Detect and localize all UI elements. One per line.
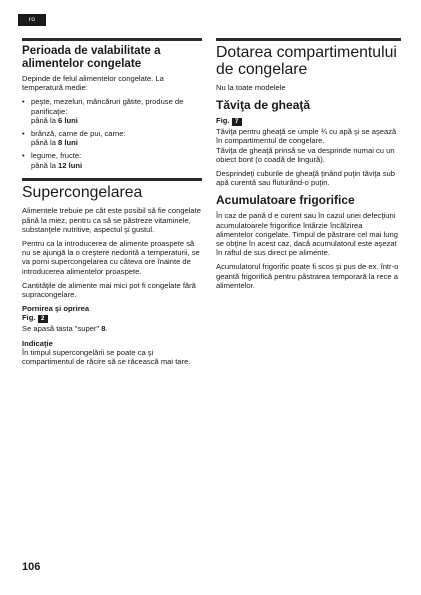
label-note: Indicaţie <box>22 338 53 348</box>
list-item <box>22 129 203 147</box>
press-key-number: 8 <box>101 324 106 334</box>
left-column <box>22 38 203 371</box>
supercooling-p1: Alimentele trebuie pe cât este posibil să fie congelate până la miez, pentru ca să se păstreze vitaminele, substanţele nutritive, aspectul şi gustul. <box>22 206 201 234</box>
figure-ref <box>22 313 203 323</box>
figure-word: Fig. <box>216 116 230 126</box>
figure-number-box: 7 <box>232 118 242 126</box>
right-column <box>216 38 401 295</box>
language-tag: ro <box>18 14 46 26</box>
list-item-duration: 6 luni <box>58 115 78 125</box>
list-item <box>22 97 203 125</box>
heading-ice-tray: Tăviţa de gheaţă <box>216 98 311 113</box>
section-rule <box>22 178 202 181</box>
heading-storage-period: Perioada de valabilitate a alimentelor congelate <box>22 44 161 70</box>
heading-supercooling: Supercongelarea <box>22 183 143 201</box>
figure-number-box: 2 <box>38 315 48 323</box>
page-number: 106 <box>22 561 41 573</box>
list-item <box>22 151 203 169</box>
figure-word: Fig. <box>22 313 36 323</box>
press-end: . <box>105 324 108 334</box>
section-rule <box>22 38 202 41</box>
storage-intro: Depinde de felul alimentelor congelate. La temperatură medie: <box>22 74 164 93</box>
ice-tray-p2: Tăviţa de gheaţă prinsă se va desprinde numai cu un obiect bont (o coadă de lingură). <box>216 145 395 164</box>
label-on-off: Pornirea şi oprirea <box>22 304 90 314</box>
ice-tray-p1: Tăviţa pentru gheaţă se umple ¾ cu apă şi se aşează în compartimentul de congelare. <box>216 127 397 146</box>
supercooling-p2: Pentru ca la introducerea de alimente proaspete să nu se ajungă la o creştere nedorită a temperaturii, se va porni supercongelarea cu câteva ore înainte de introducerea alimentelor proaspete. <box>22 238 200 276</box>
press-text: Se apasă tasta "super" <box>22 324 102 334</box>
list-item-duration: 8 luni <box>58 138 78 148</box>
list-item-text: brânză, carne de pui, carne: <box>31 129 126 139</box>
figure-ref <box>216 116 401 126</box>
heading-freezer-equipment: Dotarea compartimentului de congelare <box>216 44 397 78</box>
list-item-prefix: până la <box>31 160 59 170</box>
section-rule <box>216 38 401 41</box>
list-item-prefix: până la <box>31 138 59 148</box>
list-item-text: legume, fructe: <box>31 151 82 161</box>
note-text: În timpul supercongelării se poate ca şi compartimentul de răcire să se răcească mai tare. <box>22 347 191 366</box>
storage-list <box>22 97 203 169</box>
list-item-duration: 12 luni <box>58 160 83 170</box>
heading-cold-packs: Acumulatoare frigorifice <box>216 193 355 208</box>
list-item-text: peşte, mezeluri, mâncăruri gătite, produse de panificaţie: <box>31 97 184 116</box>
not-all-models: Nu la toate modelele <box>216 83 286 92</box>
cold-packs-p1: În caz de pană d e curent sau în cazul unei defecţiuni acumulatoarele frigorifice întârzie încălzirea alimentelor congelate. Timpul de păstrare cel mai lung se obţine în acest caz, dacă acumulatorul este aşezat în raftul de sus direct pe alimente. <box>216 211 398 258</box>
ice-tray-p3: Desprindeţi cuburile de gheaţă ţinând puţin tăviţa sub apă curentă sau fluturând-o puţin. <box>216 169 395 188</box>
cold-packs-p2: Acumulatorul frigorific poate fi scos şi pus de ex. într-o geantă frigorifică pentru păstrarea temporară la rece a alimentelor. <box>216 262 399 290</box>
supercooling-p3: Cantităţile de alimente mai mici pot fi congelate fără supracongelare. <box>22 280 196 299</box>
press-instruction <box>22 324 203 333</box>
list-item-prefix: până la <box>31 115 59 125</box>
